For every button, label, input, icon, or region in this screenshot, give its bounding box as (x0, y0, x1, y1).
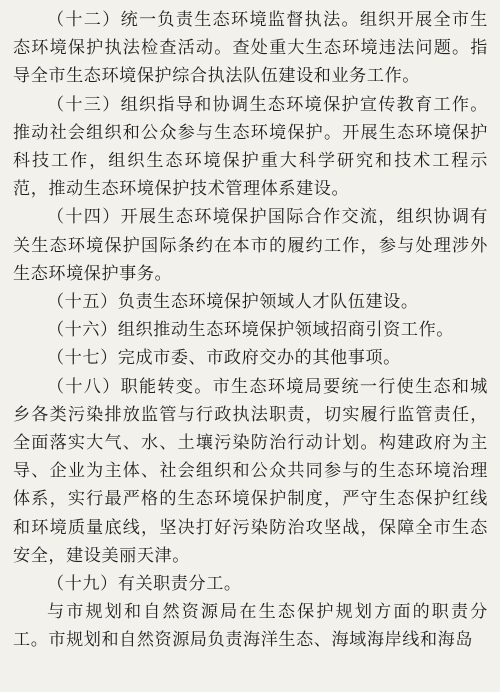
paragraph-item-17: （十七）完成市委、市政府交办的其他事项。 (47, 348, 401, 369)
paragraph-item-15: （十五）负责生态环境保护领域人才队伍建设。 (47, 292, 419, 313)
paragraph-item-12: （十二）统一负责生态环境监督执法。组织开展全市生态环境保护执法检查活动。查处重大生态环境违法问题。指导全市生态环境保护综合执法队伍建设和业务工作。 (13, 10, 488, 87)
paragraph-item-13: （十三）组织指导和协调生态环境保护宣传教育工作。推动社会组织和公众参与生态环境保护。开展生态环境保护科技工作，组织生态环境保护重大科学研究和技术工程示范，推动生态环境保护技术管理体系建设。 (13, 94, 488, 200)
paragraph-item-18: （十八）职能转变。市生态环境局要统一行使生态和城乡各类污染排放监管与行政执法职责，切实履行监管责任，全面落实大气、水、土壤污染防治行动计划。构建政府为主导、企业为主体、社会组织和公众共同参与的生态环境治理体系，实行最严格的生态环境保护制度，严守生态保护红线和环境质量底线，坚决打好污染防治攻坚战，保障全市生态安全，建设美丽天津。 (13, 376, 488, 566)
paragraph-item-14: （十四）开展生态环境保护国际合作交流，组织协调有关生态环境保护国际条约在本市的履约工作，参与处理涉外生态环境保护事务。 (13, 207, 488, 284)
paragraph-division-of-duties: 与市规划和自然资源局在生态保护规划方面的职责分工。市规划和自然资源局负责海洋生态、海域海岸线和海岛 (13, 602, 488, 651)
paragraph-item-16: （十六）组织推动生态环境保护领域招商引资工作。 (47, 320, 454, 341)
paragraph-item-19: （十九）有关职责分工。 (47, 574, 242, 595)
